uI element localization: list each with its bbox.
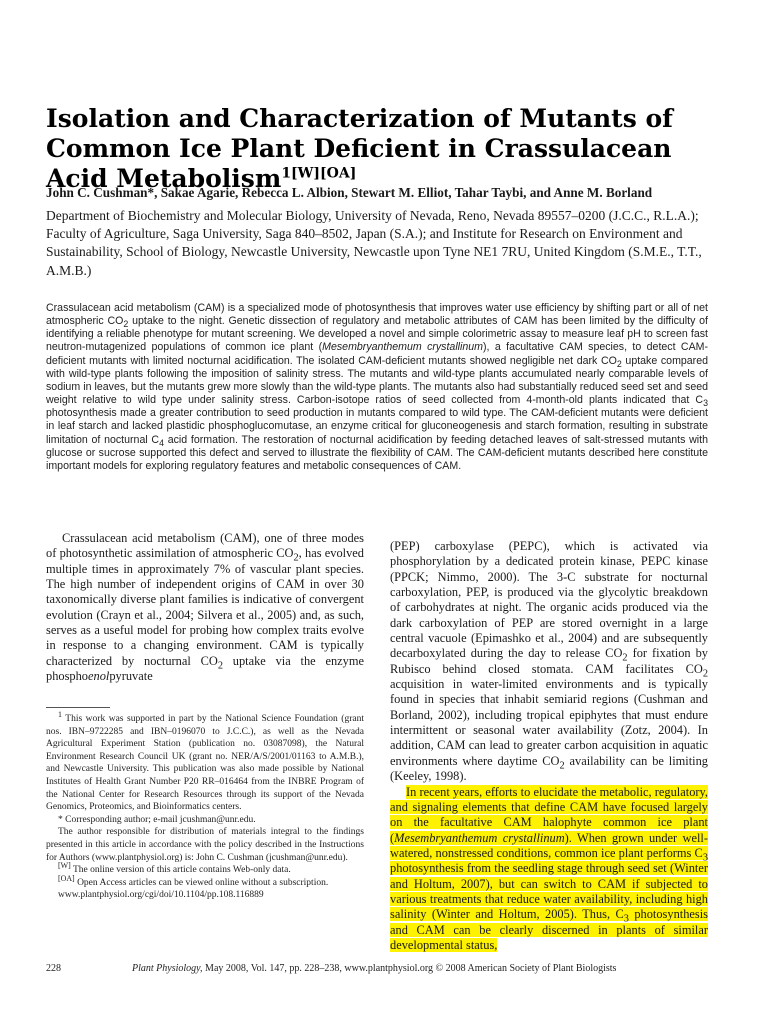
abstract-text: photosynthesis made a greater contribution to seed production in mutants compared to wild type. The CAM-deficient mutants were deficient in leaf starch and lacked plastidic phosphoglucomutase, an enzyme critical for gluconeogenesis and starch formation, resulting in substrate limitation of nocturnal C (46, 407, 708, 446)
highlighted-text: ). When grown under well-watered, nonstressed conditions, common ice plant performs C (390, 830, 708, 860)
highlighted-paragraph (390, 785, 708, 954)
subscript: 2 (559, 760, 565, 772)
journal-name: Plant Physiology, (132, 963, 203, 974)
abstract-text: uptake to the night. Genetic dissection of regulatory and metabolic attributes of CAM has been limited by the difficulty of identifying a reliable phenotype for mutant screening. We developed a novel and simple colorimetric assay to measure leaf pH to screen fast neutron-mutagenized populations of common ice plant ( (46, 315, 708, 354)
affiliations: Department of Biochemistry and Molecular Biology, University of Nevada, Reno, Nevada 89557–0200 (J.C.C., R.L.A.); Faculty of Agriculture, Saga University, Saga 840–8502, Japan (S.A.); and Institute for Research on Environment and Sustainability, School of Biology, Newcastle University, Newcastle upon Tyne NE1 7RU, United Kingdom (S.M.E., T.T., A.M.B.) (46, 208, 702, 278)
abstract-text: Crassulacean acid metabolism (CAM) is a specialized mode of photosynthesis that improves water use efficiency by shifting part or all of net atmospheric CO (46, 302, 708, 328)
highlighted-text: In recent years, efforts to elucidate the metabolic, regulatory, and signaling elements that define CAM have focused largely on the facultative CAM halophyte common ice plant ( (390, 784, 708, 845)
subscript: 2 (293, 552, 299, 564)
species-name: Mesembryanthemum crystallinum (394, 830, 565, 845)
footnote-funding (46, 709, 364, 814)
subscript: 3 (623, 913, 629, 925)
footnote-divider (46, 707, 110, 708)
footnote-web-data (46, 860, 364, 877)
author-list: John C. Cushman*, Sakae Agarie, Rebecca L. Albion, Stewart M. Elliot, Tahar Taybi, and Anne M. Borland (46, 185, 653, 200)
doi-link[interactable]: www.plantphysiol.org/cgi/doi/10.1104/pp.108.116889 (58, 890, 264, 901)
body-text: uptake via the enzyme phospho (46, 653, 364, 684)
subscript: 4 (159, 437, 164, 448)
body-text: pyruvate (109, 669, 153, 684)
highlighted-text: photosynthesis from the seedling stage through seed set (Winter and Holtum, 2007), but can switch to CAM if subjected to various treatments that reduce water availability, including high salinity (Winter and Holtum, 2005). Thus, C (390, 861, 708, 922)
journal-citation (132, 962, 616, 976)
species-name: Mesembryanthemum crystallinum (322, 341, 483, 354)
abstract-text: acid formation. The restoration of nocturnal acidification by feeding detached leaves of salt-stressed mutants with glucose or sucrose supported this defect and served to illustrate the flexibility of CAM. The CAM-deficient mutants described here constitute important models for exploring regulatory features and metabolic consequences of CAM. (46, 433, 708, 472)
abstract (46, 302, 708, 473)
body-text: availability can be limiting (Keeley, 1998). (390, 753, 708, 784)
title-superscript: 1[W][OA] (281, 165, 357, 182)
article-title (46, 104, 726, 194)
footnote-mark: 1 (58, 709, 62, 719)
footnote-text: Open Access articles can be viewed online without a subscription. (74, 877, 329, 888)
subscript: 3 (702, 852, 708, 864)
page-number: 228 (46, 963, 61, 974)
footnote-text: The online version of this article contains Web-only data. (70, 865, 291, 876)
body-text: Crassulacean acid metabolism (CAM), one of three modes of photosynthetic assimilation of atmospheric CO (46, 531, 364, 561)
title-text: Isolation and Characterization of Mutants of Common Ice Plant Deficient in Crassulacean Acid Metabolism (46, 104, 673, 193)
subscript: 2 (702, 668, 708, 680)
citation-text: May 2008, Vol. 147, pp. 228–238, www.plantphysiol.org © 2008 American Society of Plant Biologists (202, 963, 617, 974)
subscript: 3 (703, 398, 708, 409)
footnotes (46, 709, 364, 902)
abstract-text: ), a facultative CAM species, to detect CAM-deficient mutants with limited nocturnal acidification. The isolated CAM-deficient mutants showed negligible net dark CO (46, 341, 708, 367)
subscript: 2 (217, 660, 223, 672)
body-text: for fixation by Rubisco behind closed stomata. CAM facilitates CO (390, 646, 709, 676)
footnote-mark: [W] (58, 860, 71, 870)
body-text: , has evolved multiple times in approximately 7% of vascular plant species. The high number of independent origins of CAM in over 30 taxonomically diverse plant families is indicative of convergent evolution (Crayn et al., 2004; Silvera et al., 2005) and, as such, serves as a useful model for probing how complex traits evolve in response to a changing environment. CAM is typically characterized by nocturnal CO (46, 546, 364, 668)
subscript: 2 (622, 652, 628, 664)
footnote-corresponding: * Corresponding author; e-mail jcushman@unr.edu. (58, 814, 256, 825)
body-text: (PEP) carboxylase (PEPC), which is activated via phosphorylation by a dedicated protein kinase, PEPC kinase (PPCK; Nimmo, 2000). The 3-C substrate for nocturnal carboxylation, PEP, is produced via the glycolytic breakdown of carbohydrates at night. The organic acids produced via the dark carboxylation of PEP are stored overnight in a large central vacuole (Epimashko et al., 2004) and are subsequently decarboxylated during the day to release CO (390, 539, 708, 661)
footnote-open-access (46, 873, 364, 890)
subscript: 2 (616, 358, 622, 369)
footnote-mark: [OA] (58, 873, 75, 883)
subscript: 2 (123, 319, 129, 330)
italic-text: enol (88, 669, 110, 684)
body-text: acquisition in water-limited environments and is typically found in species that inhabit semiarid regions (Cushman and Borland, 2002), including tropical epiphytes that must endure intermittent or seasonal water availability (Zotz, 2004). In addition, CAM can lead to greater carbon acquisition in aquatic environments where daytime CO (390, 677, 708, 768)
footnote-text: This work was supported in part by the National Science Foundation (grant nos. IBN–9722285 and IBN–0196070 to J.C.C.), as well as the Nevada Agricultural Experiment Station (publication no. 03087098), the Natural Environment Research Council UK (grant no. NER/A/S/2001/01163 to A.M.B.), and Newcastle University. This publication was also made possible by National Institutes of Health Grant Number P20 RR–016464 from the INBRE Program of the National Center for Research Resources through its support of the Nevada Genomics, Proteomics, and Bioinformatics centers. (46, 714, 364, 813)
body-paragraph (390, 539, 708, 785)
body-paragraph (46, 531, 364, 684)
body-column-left (46, 531, 364, 684)
footnote-materials: The author responsible for distribution of materials integral to the findings presented in this article in accordance with the policy described in the Instructions for Authors (www.plantphysiol.org) is: John C. Cushman (jcushman@unr.edu). (46, 827, 364, 863)
highlighted-text: photosynthesis and CAM can be clearly discerned in plants of similar developmental status, (390, 907, 708, 952)
body-column-right (390, 539, 708, 953)
abstract-text: uptake compared with wild-type plants following the imposition of salinity stress. The mutants and wild-type plants accumulated nearly comparable levels of sodium in leaves, but the mutants grew more slowly than the wild-type plants. The mutants also had substantially reduced seed set and seed weight relative to wild type under salinity stress. Carbon-isotope ratios of seed collected from 4-month-old plants indicated that C (46, 354, 708, 407)
